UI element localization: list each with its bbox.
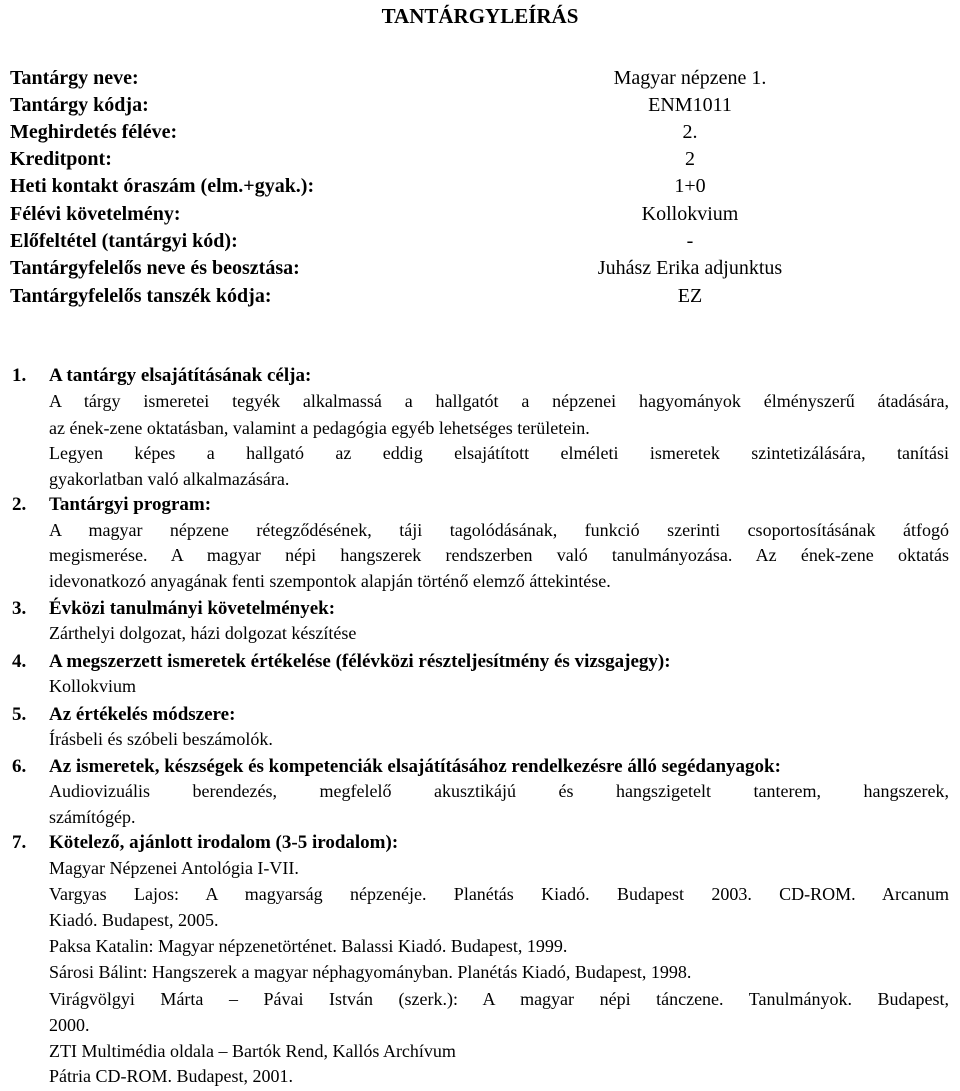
header-value: 2 — [685, 148, 695, 170]
section-title: Kötelező, ajánlott irodalom (3-5 irodalom): — [49, 832, 399, 853]
header-row-responsible — [10, 257, 955, 284]
section-number: 7. — [12, 832, 27, 853]
header-row-requirement — [10, 203, 955, 230]
section-2-line: idevonatkozó anyagának fenti szempontok alapján történő elemző áttekintése. — [49, 571, 611, 591]
section-number: 3. — [12, 598, 27, 619]
header-row-semester — [10, 121, 955, 148]
header-value: Magyar népzene 1. — [613, 67, 767, 89]
header-label: Meghirdetés féléve: — [10, 121, 178, 143]
section-title: Az ismeretek, készségek és kompetenciák elsajátításához rendelkezésre álló segédanyagok: — [49, 756, 781, 777]
section-2-line: A magyar népzene rétegződésének, táji tagolódásának, funkció szerinti csoportosításának átfogó — [49, 520, 949, 540]
section-3-line: Zárthelyi dolgozat, házi dolgozat készítése — [49, 623, 357, 643]
header-value: Juhász Erika adjunktus — [597, 257, 783, 279]
section-7-line: Magyar Népzenei Antológia I-VII. — [49, 858, 299, 878]
section-2-line: megismerése. A magyar népi hangszerek rendszerben való tanulmányozása. Az ének-zene oktatás — [49, 545, 949, 565]
section-1-line: az ének-zene oktatásban, valamint a pedagógia egyéb lehetséges területein. — [49, 418, 590, 438]
section-7-line: Pátria CD-ROM. Budapest, 2001. — [49, 1066, 293, 1086]
header-row-subject-name — [10, 67, 955, 94]
section-7-line: Sárosi Bálint: Hangszerek a magyar néphagyományban. Planétás Kiadó, Budapest, 1998. — [49, 962, 692, 982]
header-label: Előfeltétel (tantárgyi kód): — [10, 230, 238, 252]
section-5-line: Írásbeli és szóbeli beszámolók. — [49, 729, 273, 749]
header-label: Félévi követelmény: — [10, 203, 181, 225]
header-label: Tantárgy neve: — [10, 67, 139, 89]
header-row-subject-code — [10, 94, 955, 121]
section-title: Évközi tanulmányi követelmények: — [49, 598, 336, 619]
section-7-line: 2000. — [49, 1015, 90, 1035]
section-7-line: Kiadó. Budapest, 2005. — [49, 910, 219, 930]
header-row-prerequisite — [10, 230, 955, 257]
section-title: A tantárgy elsajátításának célja: — [49, 365, 312, 386]
section-number: 5. — [12, 704, 27, 725]
section-7-line: Virágvölgyi Márta – Pávai István (szerk.): A magyar népi tánczene. Tanulmányok. Budapest, — [49, 989, 949, 1009]
header-label: Tantárgyfelelős tanszék kódja: — [10, 285, 272, 307]
header-value: ENM1011 — [648, 94, 732, 116]
section-7-line: ZTI Multimédia oldala – Bartók Rend, Kallós Archívum — [49, 1041, 456, 1061]
header-value: 2. — [682, 121, 698, 143]
header-value: - — [686, 230, 694, 252]
header-label: Tantárgy kódja: — [10, 94, 149, 116]
header-value: 1+0 — [674, 175, 706, 197]
section-1-line: gyakorlatban való alkalmazására. — [49, 469, 290, 489]
section-7-line: Paksa Katalin: Magyar népzenetörténet. Balassi Kiadó. Budapest, 1999. — [49, 936, 568, 956]
header-value: EZ — [677, 285, 703, 307]
header-row-credits — [10, 148, 955, 175]
section-number: 1. — [12, 365, 27, 386]
section-number: 6. — [12, 756, 27, 777]
section-4-line: Kollokvium — [49, 676, 137, 696]
header-row-department — [10, 285, 955, 312]
header-label: Heti kontakt óraszám (elm.+gyak.): — [10, 175, 315, 197]
header-row-contact-hours — [10, 175, 955, 202]
section-7-line: Vargyas Lajos: A magyarság népzenéje. Planétás Kiadó. Budapest 2003. CD-ROM. Arcanum — [49, 884, 949, 904]
document-title: TANTÁRGYLEÍRÁS — [381, 4, 579, 28]
header-label: Tantárgyfelelős neve és beosztása: — [10, 257, 300, 279]
section-1-line: A tárgy ismeretei tegyék alkalmassá a hallgatót a népzenei hagyományok élményszerű átadására, — [49, 391, 949, 411]
section-6-line: számítógép. — [49, 807, 136, 827]
section-title: Tantárgyi program: — [49, 494, 212, 515]
section-number: 4. — [12, 651, 27, 672]
header-label: Kreditpont: — [10, 148, 112, 170]
section-title: Az értékelés módszere: — [49, 704, 236, 725]
section-title: A megszerzett ismeretek értékelése (félévközi részteljesítmény és vizsgajegy): — [49, 651, 671, 672]
section-1-line: Legyen képes a hallgató az eddig elsajátított elméleti ismeretek szintetizálására, tanítási — [49, 443, 949, 463]
header-value: Kollokvium — [641, 203, 739, 225]
section-number: 2. — [12, 494, 27, 515]
section-6-line: Audiovizuális berendezés, megfelelő akusztikájú és hangszigetelt tanterem, hangszerek, — [49, 781, 949, 801]
